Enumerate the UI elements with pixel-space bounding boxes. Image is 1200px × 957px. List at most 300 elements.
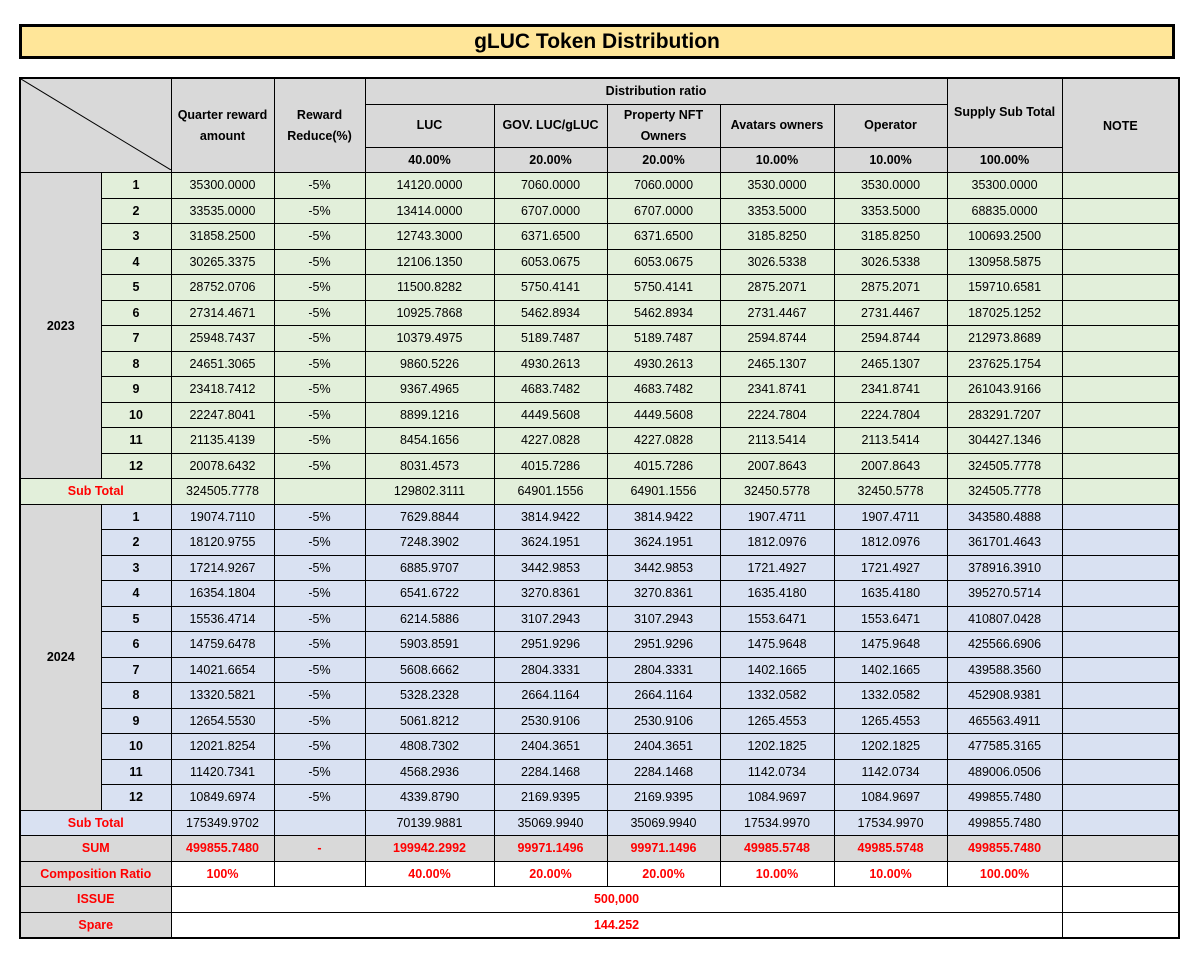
table-cell: 3530.0000 [720, 173, 834, 199]
table-cell: 1202.1825 [720, 734, 834, 760]
table-row [20, 657, 1179, 683]
table-cell: 6541.6722 [365, 581, 494, 607]
year-cell: 2023 [20, 173, 101, 479]
quarter-number: 2 [101, 530, 171, 556]
table-cell: 9860.5226 [365, 351, 494, 377]
table-cell: 35300.0000 [947, 173, 1062, 199]
table-cell: 1812.0976 [720, 530, 834, 556]
table-row [20, 224, 1179, 250]
note-cell [1062, 734, 1179, 760]
table-cell: 10379.4975 [365, 326, 494, 352]
table-cell: -5% [274, 351, 365, 377]
table-cell: 1332.0582 [834, 683, 947, 709]
table-row [20, 632, 1179, 658]
table-cell: 3624.1951 [607, 530, 720, 556]
subtotal-cell: 32450.5778 [720, 479, 834, 505]
diagonal-line [21, 79, 171, 170]
subtotal-row [20, 479, 1179, 505]
table-cell: 12743.3000 [365, 224, 494, 250]
table-cell: 130958.5875 [947, 249, 1062, 275]
table-row [20, 173, 1179, 199]
table-cell: 5061.8212 [365, 708, 494, 734]
table-cell: 7248.3902 [365, 530, 494, 556]
note-cell [1062, 479, 1179, 505]
quarter-number: 5 [101, 275, 171, 301]
table-cell: 10925.7868 [365, 300, 494, 326]
subtotal-cell: 64901.1556 [607, 479, 720, 505]
table-cell: 2169.9395 [607, 785, 720, 811]
table-cell: 361701.4643 [947, 530, 1062, 556]
col-header-property-nft: Property NFT Owners [607, 104, 720, 147]
table-cell: 6707.0000 [607, 198, 720, 224]
table-cell: 1721.4927 [834, 555, 947, 581]
table-cell: 489006.0506 [947, 759, 1062, 785]
table-cell: 2875.2071 [834, 275, 947, 301]
ratio-avatars: 10.00% [720, 147, 834, 173]
table-cell: 343580.4888 [947, 504, 1062, 530]
note-cell [1062, 836, 1179, 862]
table-cell: -5% [274, 249, 365, 275]
table-cell: 159710.6581 [947, 275, 1062, 301]
table-cell: 5189.7487 [494, 326, 607, 352]
table-cell: 499855.7480 [947, 785, 1062, 811]
table-cell: 3442.9853 [494, 555, 607, 581]
table-cell: 465563.4911 [947, 708, 1062, 734]
table-cell: -5% [274, 530, 365, 556]
reward-reduce-header: Reward Reduce(%) [274, 78, 365, 173]
table-row [20, 759, 1179, 785]
table-row [20, 275, 1179, 301]
composition-row [20, 861, 1179, 887]
note-cell [1062, 377, 1179, 403]
table-cell: 1907.4711 [834, 504, 947, 530]
table-cell: 7060.0000 [607, 173, 720, 199]
table-cell: 3026.5338 [834, 249, 947, 275]
ratio-supply: 100.00% [947, 147, 1062, 173]
sum-row [20, 836, 1179, 862]
note-cell [1062, 224, 1179, 250]
table-cell: 24651.3065 [171, 351, 274, 377]
col-header-luc: LUC [365, 104, 494, 147]
note-cell [1062, 530, 1179, 556]
subtotal-cell: 17534.9970 [834, 810, 947, 836]
table-cell: 20078.6432 [171, 453, 274, 479]
sum-cell: 199942.2992 [365, 836, 494, 862]
table-cell: 2664.1164 [494, 683, 607, 709]
quarter-number: 9 [101, 708, 171, 734]
quarter-number: 6 [101, 300, 171, 326]
table-cell: 3353.5000 [720, 198, 834, 224]
table-cell: 1402.1665 [834, 657, 947, 683]
table-cell: -5% [274, 581, 365, 607]
table-cell: 2594.8744 [720, 326, 834, 352]
table-cell: 4449.5608 [607, 402, 720, 428]
table-cell: -5% [274, 326, 365, 352]
table-cell: 9367.4965 [365, 377, 494, 403]
quarter-number: 3 [101, 555, 171, 581]
table-cell: 2113.5414 [720, 428, 834, 454]
sum-cell: 99971.1496 [607, 836, 720, 862]
table-cell: -5% [274, 402, 365, 428]
table-cell: 4227.0828 [607, 428, 720, 454]
table-cell: 14120.0000 [365, 173, 494, 199]
ratio-luc: 40.00% [365, 147, 494, 173]
table-row [20, 734, 1179, 760]
table-row [20, 249, 1179, 275]
table-row [20, 581, 1179, 607]
table-cell: 2224.7804 [834, 402, 947, 428]
table-cell: 13320.5821 [171, 683, 274, 709]
table-cell: 4339.8790 [365, 785, 494, 811]
table-cell: 2404.3651 [494, 734, 607, 760]
table-cell: 16354.1804 [171, 581, 274, 607]
table-cell: 3624.1951 [494, 530, 607, 556]
subtotal-label: Sub Total [20, 479, 171, 505]
table-cell: -5% [274, 632, 365, 658]
table-cell: 14021.6654 [171, 657, 274, 683]
table-cell: 4568.2936 [365, 759, 494, 785]
table-row [20, 428, 1179, 454]
ratio-gov: 20.00% [494, 147, 607, 173]
composition-cell: 40.00% [365, 861, 494, 887]
table-cell: 4683.7482 [494, 377, 607, 403]
table-cell: 18120.9755 [171, 530, 274, 556]
table-cell: -5% [274, 606, 365, 632]
table-cell: 3270.8361 [494, 581, 607, 607]
table-cell: 2224.7804 [720, 402, 834, 428]
table-cell: 4683.7482 [607, 377, 720, 403]
table-cell: -5% [274, 759, 365, 785]
table-cell: 21135.4139 [171, 428, 274, 454]
table-cell: 6707.0000 [494, 198, 607, 224]
distribution-table [19, 77, 1180, 939]
table-cell: 425566.6906 [947, 632, 1062, 658]
issue-row [20, 887, 1179, 913]
subtotal-cell: 64901.1556 [494, 479, 607, 505]
table-cell: 1635.4180 [720, 581, 834, 607]
quarter-number: 11 [101, 759, 171, 785]
table-cell: 439588.3560 [947, 657, 1062, 683]
table-cell: 5750.4141 [607, 275, 720, 301]
quarter-number: 4 [101, 581, 171, 607]
table-cell: 4808.7302 [365, 734, 494, 760]
table-cell: 2007.8643 [834, 453, 947, 479]
table-cell: 1084.9697 [720, 785, 834, 811]
quarter-number: 1 [101, 504, 171, 530]
table-cell: 12654.5530 [171, 708, 274, 734]
table-cell: 1553.6471 [834, 606, 947, 632]
table-cell: 2465.1307 [834, 351, 947, 377]
col-header-gov: GOV. LUC/gLUC [494, 104, 607, 147]
subtotal-label: Sub Total [20, 810, 171, 836]
table-cell: -5% [274, 683, 365, 709]
note-cell [1062, 581, 1179, 607]
table-cell: 1553.6471 [720, 606, 834, 632]
table-cell: 3814.9422 [494, 504, 607, 530]
table-cell: 3026.5338 [720, 249, 834, 275]
composition-cell: 100.00% [947, 861, 1062, 887]
table-cell: -5% [274, 173, 365, 199]
table-row [20, 530, 1179, 556]
table-cell: 410807.0428 [947, 606, 1062, 632]
table-cell: 2341.8741 [834, 377, 947, 403]
table-cell: 3107.2943 [607, 606, 720, 632]
table-cell: 2664.1164 [607, 683, 720, 709]
note-cell [1062, 632, 1179, 658]
distribution-ratio-header: Distribution ratio [365, 78, 947, 104]
note-cell [1062, 887, 1179, 913]
table-row [20, 504, 1179, 530]
table-cell: 5189.7487 [607, 326, 720, 352]
subtotal-cell: 129802.3111 [365, 479, 494, 505]
table-cell: 8454.1656 [365, 428, 494, 454]
table-cell: -5% [274, 275, 365, 301]
quarter-number: 5 [101, 606, 171, 632]
table-cell: 3185.8250 [834, 224, 947, 250]
table-cell: 3814.9422 [607, 504, 720, 530]
table-cell: 17214.9267 [171, 555, 274, 581]
table-cell: 4930.2613 [494, 351, 607, 377]
issue-label: ISSUE [20, 887, 171, 913]
quarter-number: 12 [101, 453, 171, 479]
table-cell: -5% [274, 555, 365, 581]
table-cell: -5% [274, 198, 365, 224]
quarter-reward-header: Quarter reward amount [171, 78, 274, 173]
note-cell [1062, 504, 1179, 530]
table-cell: 1812.0976 [834, 530, 947, 556]
table-cell: 6053.0675 [607, 249, 720, 275]
table-cell: 6885.9707 [365, 555, 494, 581]
subtotal-cell: 35069.9940 [607, 810, 720, 836]
table-cell: 12021.8254 [171, 734, 274, 760]
table-cell: -5% [274, 377, 365, 403]
table-row [20, 555, 1179, 581]
subtotal-cell [274, 810, 365, 836]
spare-row [20, 912, 1179, 938]
table-cell: 1402.1665 [720, 657, 834, 683]
note-cell [1062, 173, 1179, 199]
quarter-number: 1 [101, 173, 171, 199]
table-cell: 2341.8741 [720, 377, 834, 403]
table-cell: 68835.0000 [947, 198, 1062, 224]
table-cell: 1084.9697 [834, 785, 947, 811]
quarter-number: 7 [101, 657, 171, 683]
quarter-number: 10 [101, 402, 171, 428]
table-row [20, 351, 1179, 377]
subtotal-cell: 35069.9940 [494, 810, 607, 836]
issue-value: 500,000 [171, 887, 1062, 913]
table-cell: 6053.0675 [494, 249, 607, 275]
table-cell: 1635.4180 [834, 581, 947, 607]
note-cell [1062, 708, 1179, 734]
table-cell: 12106.1350 [365, 249, 494, 275]
table-cell: 27314.4671 [171, 300, 274, 326]
table-cell: 477585.3165 [947, 734, 1062, 760]
table-cell: 1475.9648 [834, 632, 947, 658]
table-cell: 6371.6500 [494, 224, 607, 250]
table-cell: 1202.1825 [834, 734, 947, 760]
subtotal-cell: 499855.7480 [947, 810, 1062, 836]
table-row [20, 326, 1179, 352]
table-cell: 237625.1754 [947, 351, 1062, 377]
quarter-number: 7 [101, 326, 171, 352]
note-cell [1062, 351, 1179, 377]
table-cell: -5% [274, 428, 365, 454]
table-cell: 2284.1468 [494, 759, 607, 785]
table-cell: 378916.3910 [947, 555, 1062, 581]
note-cell [1062, 198, 1179, 224]
subtotal-cell: 175349.9702 [171, 810, 274, 836]
table-cell: 5608.6662 [365, 657, 494, 683]
spare-label: Spare [20, 912, 171, 938]
table-cell: 4015.7286 [607, 453, 720, 479]
table-cell: 1907.4711 [720, 504, 834, 530]
table-cell: 1721.4927 [720, 555, 834, 581]
table-cell: 5462.8934 [494, 300, 607, 326]
col-header-avatars: Avatars owners [720, 104, 834, 147]
table-cell: 10849.6974 [171, 785, 274, 811]
ratio-property-nft: 20.00% [607, 147, 720, 173]
table-cell: 3442.9853 [607, 555, 720, 581]
table-cell: 28752.0706 [171, 275, 274, 301]
table-cell: 5328.2328 [365, 683, 494, 709]
subtotal-cell: 32450.5778 [834, 479, 947, 505]
table-cell: 1265.4553 [834, 708, 947, 734]
note-cell [1062, 555, 1179, 581]
table-row [20, 300, 1179, 326]
note-cell [1062, 657, 1179, 683]
table-row [20, 683, 1179, 709]
sum-cell: 499855.7480 [947, 836, 1062, 862]
note-cell [1062, 326, 1179, 352]
table-cell: 11420.7341 [171, 759, 274, 785]
note-cell [1062, 300, 1179, 326]
header-corner [20, 78, 171, 173]
table-row [20, 377, 1179, 403]
sum-label: SUM [20, 836, 171, 862]
table-cell: 2530.9106 [607, 708, 720, 734]
quarter-number: 11 [101, 428, 171, 454]
note-cell [1062, 683, 1179, 709]
sum-cell: - [274, 836, 365, 862]
composition-cell [274, 861, 365, 887]
table-cell: 2404.3651 [607, 734, 720, 760]
table-cell: 4015.7286 [494, 453, 607, 479]
table-cell: 1475.9648 [720, 632, 834, 658]
table-cell: 2594.8744 [834, 326, 947, 352]
table-cell: 100693.2500 [947, 224, 1062, 250]
table-cell: -5% [274, 708, 365, 734]
table-cell: 452908.9381 [947, 683, 1062, 709]
table-cell: 2951.9296 [607, 632, 720, 658]
composition-cell: 20.00% [607, 861, 720, 887]
table-row [20, 708, 1179, 734]
note-cell [1062, 249, 1179, 275]
table-cell: 212973.8689 [947, 326, 1062, 352]
table-cell: 19074.7110 [171, 504, 274, 530]
quarter-number: 8 [101, 683, 171, 709]
table-cell: 35300.0000 [171, 173, 274, 199]
subtotal-cell: 324505.7778 [947, 479, 1062, 505]
note-cell [1062, 275, 1179, 301]
table-cell: 3107.2943 [494, 606, 607, 632]
table-cell: 2465.1307 [720, 351, 834, 377]
subtotal-cell: 70139.9881 [365, 810, 494, 836]
sum-cell: 499855.7480 [171, 836, 274, 862]
table-cell: 283291.7207 [947, 402, 1062, 428]
note-cell [1062, 453, 1179, 479]
col-header-operator: Operator [834, 104, 947, 147]
table-cell: 15536.4714 [171, 606, 274, 632]
table-cell: 7060.0000 [494, 173, 607, 199]
composition-cell: 10.00% [720, 861, 834, 887]
subtotal-cell [274, 479, 365, 505]
table-cell: 1142.0734 [720, 759, 834, 785]
table-cell: 4227.0828 [494, 428, 607, 454]
table-cell: 30265.3375 [171, 249, 274, 275]
table-cell: -5% [274, 300, 365, 326]
quarter-number: 4 [101, 249, 171, 275]
note-cell [1062, 785, 1179, 811]
composition-cell: 10.00% [834, 861, 947, 887]
table-cell: 7629.8844 [365, 504, 494, 530]
quarter-number: 2 [101, 198, 171, 224]
subtotal-row [20, 810, 1179, 836]
spare-value: 144.252 [171, 912, 1062, 938]
table-cell: -5% [274, 657, 365, 683]
table-cell: 3353.5000 [834, 198, 947, 224]
subtotal-cell: 17534.9970 [720, 810, 834, 836]
table-cell: 6214.5886 [365, 606, 494, 632]
table-cell: 324505.7778 [947, 453, 1062, 479]
quarter-number: 10 [101, 734, 171, 760]
ratio-operator: 10.00% [834, 147, 947, 173]
table-row [20, 198, 1179, 224]
table-cell: 5462.8934 [607, 300, 720, 326]
table-cell: 8031.4573 [365, 453, 494, 479]
table-cell: 2113.5414 [834, 428, 947, 454]
table-cell: 2951.9296 [494, 632, 607, 658]
note-header: NOTE [1062, 78, 1179, 173]
table-cell: -5% [274, 785, 365, 811]
sum-cell: 49985.5748 [720, 836, 834, 862]
table-cell: 2530.9106 [494, 708, 607, 734]
table-cell: 395270.5714 [947, 581, 1062, 607]
table-cell: -5% [274, 504, 365, 530]
table-cell: 3185.8250 [720, 224, 834, 250]
table-row [20, 453, 1179, 479]
table-cell: 2804.3331 [607, 657, 720, 683]
table-cell: 304427.1346 [947, 428, 1062, 454]
table-cell: 2875.2071 [720, 275, 834, 301]
note-cell [1062, 912, 1179, 938]
table-cell: 2169.9395 [494, 785, 607, 811]
table-cell: 23418.7412 [171, 377, 274, 403]
table-cell: 3530.0000 [834, 173, 947, 199]
table-cell: -5% [274, 453, 365, 479]
composition-cell: 100% [171, 861, 274, 887]
table-cell: 22247.8041 [171, 402, 274, 428]
quarter-number: 8 [101, 351, 171, 377]
table-cell: 11500.8282 [365, 275, 494, 301]
table-cell: 25948.7437 [171, 326, 274, 352]
table-cell: -5% [274, 734, 365, 760]
composition-label: Composition Ratio [20, 861, 171, 887]
table-cell: 2284.1468 [607, 759, 720, 785]
composition-cell: 20.00% [494, 861, 607, 887]
page-title: gLUC Token Distribution [19, 24, 1175, 59]
table-cell: 2731.4467 [720, 300, 834, 326]
